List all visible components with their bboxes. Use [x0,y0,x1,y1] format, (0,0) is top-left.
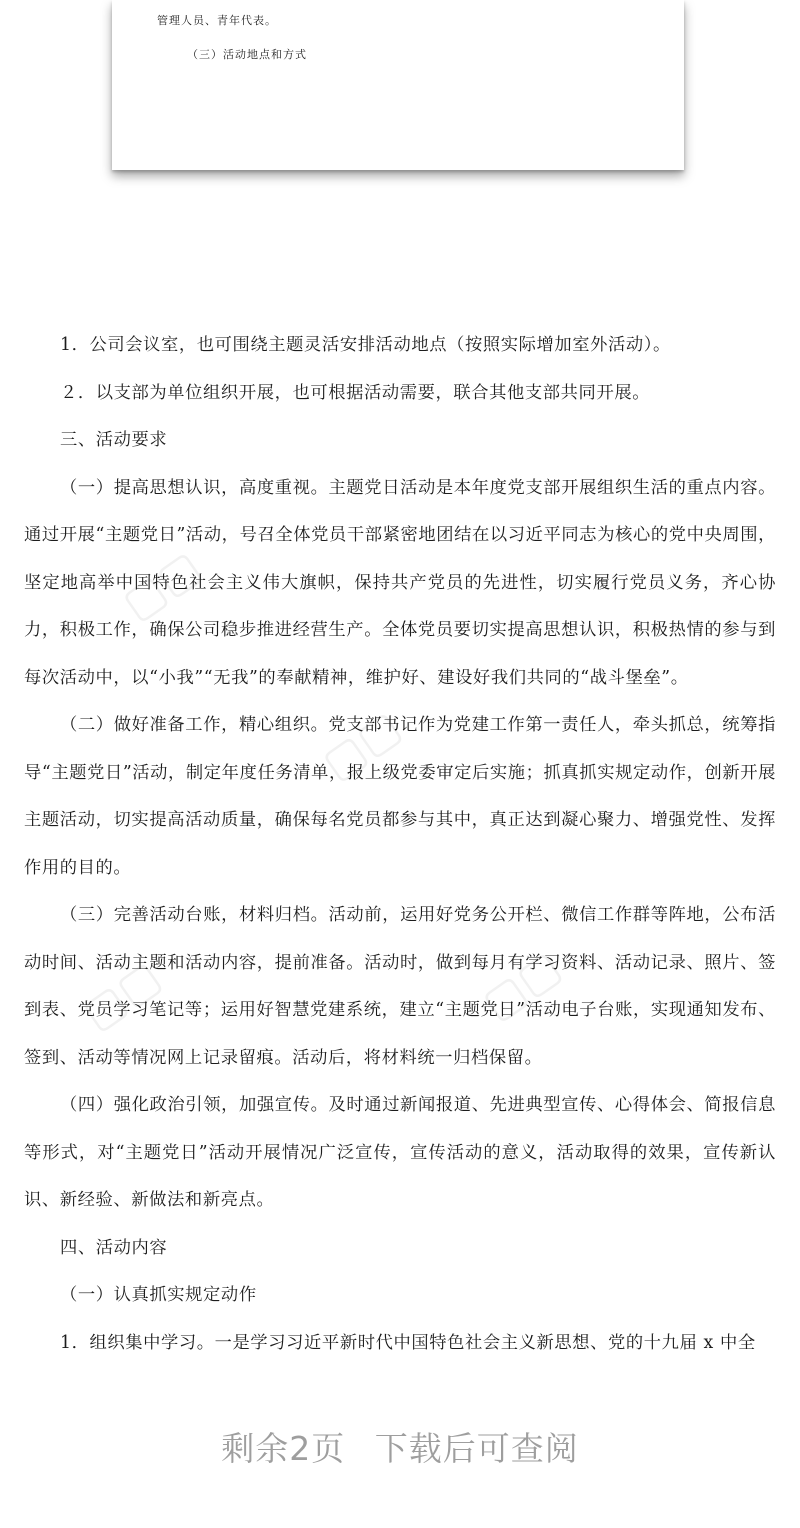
previous-page-card [112,0,684,170]
preview-line-1: 管理人员、青年代表。 [157,14,277,27]
download-prompt[interactable] [0,1423,800,1470]
preview-line-2: （三）活动地点和方式 [187,48,307,61]
section-heading: 四、活动内容 [60,1237,168,1258]
document-body [0,322,800,1367]
watermark: ▢▢ [472,940,571,1031]
doc-paragraph: （四）强化政治引领，加强宣传。及时通过新闻报道、先进典型宣传、心得体会、简报信息等形式，对“主题党日”活动开展情况广泛宣传，宣传活动的意义，活动取得的效果，宣传新认识、新经验、新做法和新亮点。 [24,1095,776,1210]
doc-paragraph: （三）完善活动台账，材料归档。活动前，运用好党务公开栏、微信工作群等阵地，公布活动时间、活动主题和活动内容，提前准备。活动时，做到每月有学习资料、活动记录、照片、签到表、党员学习笔记等；运用好智慧党建系统，建立“主题党日”活动电子台账，实现通知发布、签到、活动等情况网上记录留痕。活动后，将材料统一归档保留。 [24,905,777,1068]
doc-paragraph: （二）做好准备工作，精心组织。党支部书记作为党建工作第一责任人，牵头抓总，统筹指导“主题党日”活动，制定年度任务清单，报上级党委审定后实施；抓真抓实规定动作，创新开展主题活动，切实提高活动质量，确保每名党员都参与其中，真正达到凝心聚力、增强党性、发挥作用的目的。 [24,715,777,878]
doc-paragraph: （一）提高思想认识，高度重视。主题党日活动是本年度党支部开展组织生活的重点内容。通过开展“主题党日”活动，号召全体党员干部紧密地团结在以习近平同志为核心的党中央周围，坚定地高举中国特色社会主义伟大旗帜，保持共产党员的先进性，切实履行党员义务，齐心协力，积极工作，确保公司稳步推进经营生产。全体党员要切实提高思想认识，积极热情的参与到每次活动中，以“小我”“无我”的奉献精神，维护好、建设好我们共同的“战斗堡垒”。 [24,477,777,688]
watermark: ▢▢ [72,950,171,1041]
watermark: ▢▢ [112,540,211,631]
doc-paragraph: ２．以支部为单位组织开展，也可根据活动需要，联合其他支部共同开展。 [60,382,651,403]
doc-paragraph: 1．组织集中学习。一是学习习近平新时代中国特色社会主义新思想、党的十九届 x 中全 [60,1332,756,1353]
page-preview-area [0,0,800,200]
section-heading: 三、活动要求 [60,430,168,450]
subsection-heading: （一）认真抓实规定动作 [60,1285,257,1305]
doc-paragraph: 1．公司会议室，也可围绕主题灵活安排活动地点（按照实际增加室外活动）。 [60,335,671,355]
remaining-pages-label: 剩余2页 [221,1429,346,1468]
download-to-view-label: 下载后可查阅 [374,1429,579,1468]
watermark: ▢▢ [312,700,411,791]
